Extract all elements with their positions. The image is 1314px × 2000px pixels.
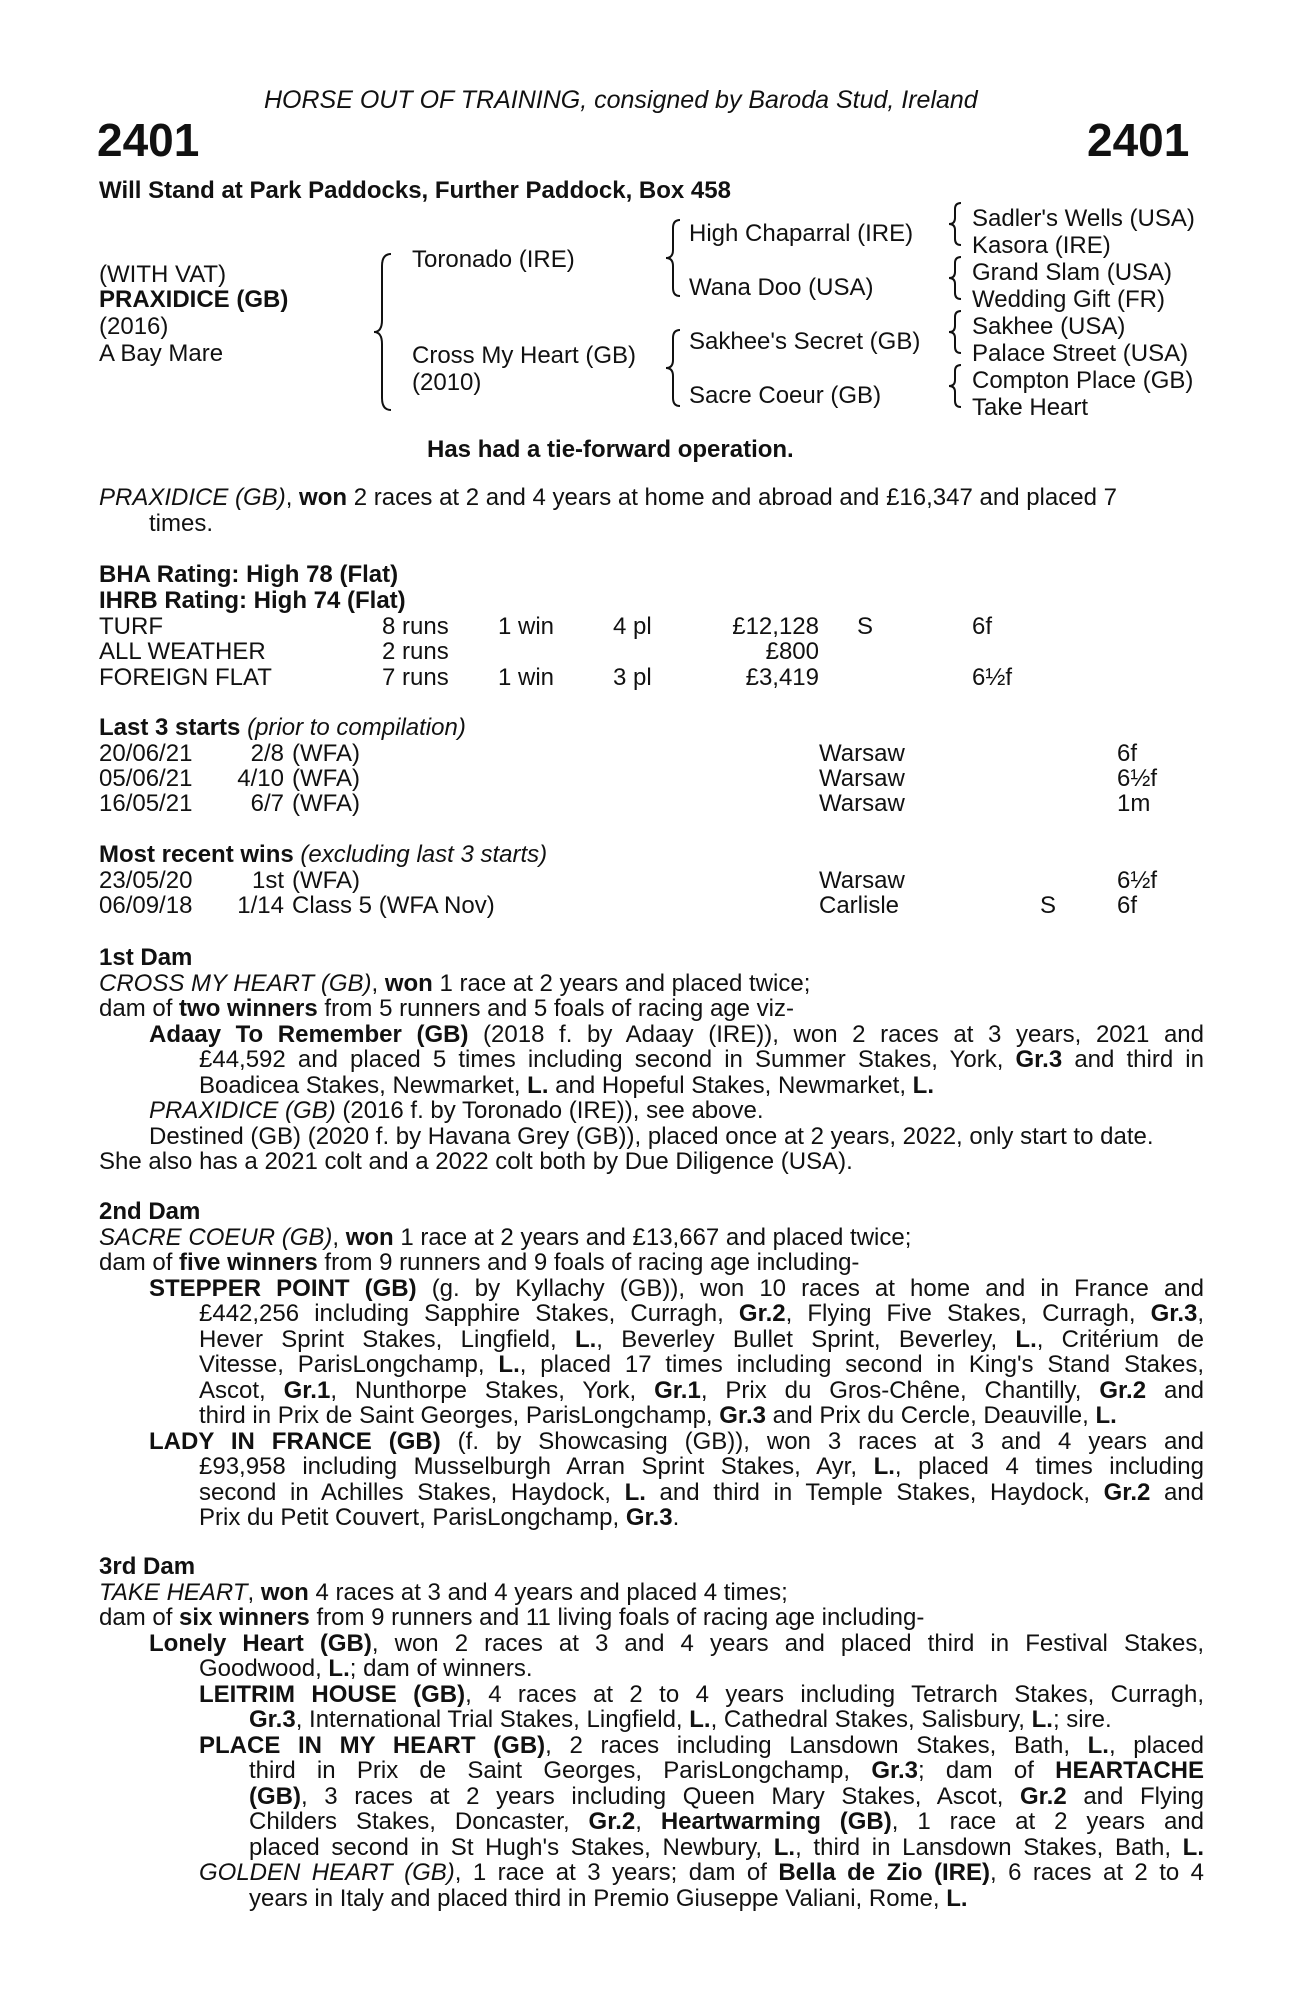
prize: £12,128 — [732, 613, 819, 640]
horse-description: A Bay Mare — [99, 340, 224, 367]
distance: 6f — [1117, 740, 1138, 767]
vat-note: (WITH VAT) — [99, 261, 227, 288]
lot-number-left: 2401 — [97, 114, 200, 166]
last3-row — [99, 790, 1204, 816]
g-brace-1 — [947, 201, 963, 247]
last3-heading: Last 3 starts (prior to compilation) — [99, 714, 466, 741]
horse-year: (2016) — [99, 313, 169, 340]
g-brace-4 — [947, 363, 963, 409]
ratings-row-turf — [99, 613, 1204, 639]
race: (WFA) — [292, 740, 360, 767]
runs: 2 runs — [382, 638, 449, 665]
course: Warsaw — [819, 790, 905, 817]
ratings-row-aw — [99, 638, 1204, 664]
placed: 4 pl — [613, 613, 652, 640]
grandsire-3: Grand Slam (USA) — [972, 259, 1173, 286]
g-brace-2 — [947, 255, 963, 301]
race: (WFA) — [292, 867, 360, 894]
summary-line2: times. — [149, 509, 214, 537]
position: 2/8 — [250, 740, 284, 767]
wins: 1 win — [498, 664, 555, 691]
wins: 1 win — [498, 613, 555, 640]
distance: 6f — [972, 613, 993, 640]
grandsire-4: Wedding Gift (FR) — [972, 286, 1165, 313]
grandsire-1: Sadler's Wells (USA) — [972, 205, 1195, 232]
date: 23/05/20 — [99, 867, 193, 894]
last3-row — [99, 765, 1204, 791]
position: 6/7 — [250, 790, 284, 817]
recent-wins-heading: Most recent wins (excluding last 3 starts) — [99, 841, 548, 868]
operation-note: Has had a tie-forward operation. — [427, 436, 794, 463]
runs: 7 runs — [382, 664, 449, 691]
position: 1st — [251, 867, 284, 894]
surface: FOREIGN FLAT — [99, 664, 272, 691]
summary-line1: 2 races at 2 and 4 years at home and abroad and £16,347 and placed 7 — [347, 484, 1117, 511]
date: 05/06/21 — [99, 765, 193, 792]
distance: 6½f — [972, 664, 1013, 691]
surface: TURF — [99, 613, 163, 640]
pedigree-brace-main — [371, 252, 393, 412]
date: 06/09/18 — [99, 892, 193, 919]
second-dam-heading: 2nd Dam — [99, 1198, 201, 1225]
grandsire-5: Sakhee (USA) — [972, 313, 1126, 340]
going: S — [857, 613, 874, 640]
ratings-row-foreign — [99, 664, 1204, 690]
last3-row — [99, 740, 1204, 766]
position: 4/10 — [237, 765, 284, 792]
first-dam-heading: 1st Dam — [99, 944, 193, 971]
dam-dam: Sacre Coeur (GB) — [689, 382, 882, 409]
ihrb-rating: IHRB Rating: High 74 (Flat) — [99, 587, 406, 614]
distance: 6½f — [1117, 765, 1158, 792]
placed: 3 pl — [613, 664, 652, 691]
third-dam-section: 3rd Dam TAKE HEART, won 4 races at 3 and 4 years and placed 4 times; dam of six winners from 9 runners and 11 living foals of racing age including- Lonely Heart (GB), won 2 races at 3 and 4 years and placed third in Festival Stakes, Goodwood, L.; dam of winners. LEITRIM HOUSE (GB), 4 races at 2 to 4 years including Tetrarch Stakes, Curragh, Gr.3, International Trial Stakes, Lingfield, L., Cathedral Stakes, Salisbury, L.; sire. PLACE IN MY HEART (GB), 2 races including Lansdown Stakes, Bath, L., placed third in Prix de Saint Georges, ParisLongchamp, Gr.3; dam of HEARTACHE (GB), 3 races at 2 years including Queen Mary Stakes, Ascot, Gr.2 and Flying Childers Stakes, Doncaster, Gr.2, Heartwarming (GB), 1 race at 2 years and placed second in St Hugh's Stakes, Newbury, L., third in Lansdown Stakes, Bath, L. GOLDEN HEART (GB), 1 race at 3 years; dam of Bella de Zio (IRE), 6 races at 2 to 4 years in Italy and placed third in Premio Giuseppe Valiani, Rome, L. — [99, 1553, 1205, 1912]
prize: £3,419 — [745, 664, 819, 691]
dam-sire: Sakhee's Secret (GB) — [689, 328, 921, 355]
horse-name: PRAXIDICE (GB) — [99, 286, 289, 313]
surface: ALL WEATHER — [99, 638, 266, 665]
second-dam-section: 2nd Dam SACRE COEUR (GB), won 1 race at 2 years and £13,667 and placed twice; dam of five winners from 9 runners and 9 foals of racing age including- STEPPER POINT (GB) (g. by Kyllachy (GB)), won 10 races at home and in France and £442,256 including Sapphire Stakes, Curragh, Gr.2, Flying Five Stakes, Curragh, Gr.3, Hever Sprint Stakes, Lingfield, L., Beverley Bullet Sprint, Beverley, L., Critérium de Vitesse, ParisLongchamp, L., placed 17 times including second in King's Stand Stakes, Ascot, Gr.1, Nunthorpe Stakes, York, Gr.1, Prix du Gros-Chêne, Chantilly, Gr.2 and third in Prix de Saint Georges, ParisLongchamp, Gr.3 and Prix du Cercle, Deauville, L. LADY IN FRANCE (GB) (f. by Showcasing (GB)), won 3 races at 3 and 4 years and £93,958 including Musselburgh Arran Sprint Stakes, Ayr, L., placed 4 times including second in Achilles Stakes, Haydock, L. and third in Temple Stakes, Haydock, Gr.2 and Prix du Petit Couvert, ParisLongchamp, Gr.3. — [99, 1198, 1205, 1531]
recent-win-row — [99, 867, 1204, 893]
position: 1/14 — [237, 892, 284, 919]
race: (WFA) — [292, 790, 360, 817]
grandsire-8: Take Heart — [972, 394, 1089, 421]
third-dam-heading: 3rd Dam — [99, 1553, 196, 1580]
sire-brace — [664, 218, 682, 298]
distance: 6f — [1117, 892, 1138, 919]
grandsire-6: Palace Street (USA) — [972, 340, 1189, 367]
consignment-line: HORSE OUT OF TRAINING, consigned by Baroda Stud, Ireland — [264, 86, 978, 114]
distance: 6½f — [1117, 867, 1158, 894]
summary-name: PRAXIDICE (GB) — [99, 484, 286, 511]
course: Warsaw — [819, 765, 905, 792]
dam-year: (2010) — [412, 369, 482, 396]
summary-won: won — [299, 484, 348, 511]
first-dam-section: 1st Dam CROSS MY HEART (GB), won 1 race at 2 years and placed twice; dam of two winners from 5 runners and 5 foals of racing age viz- Adaay To Remember (GB) (2018 f. by Adaay (IRE)), won 2 races at 3 years, 2021 and £44,592 and placed 5 times including second in Summer Stakes, York, Gr.3 and third in Boadicea Stakes, Newmarket, L. and Hopeful Stakes, Newmarket, L. PRAXIDICE (GB) (2016 f. by Toronado (IRE)), see above. Destined (GB) (2020 f. by Havana Grey (GB)), placed once at 2 years, 2022, only start to date. She also has a 2021 colt and a 2022 colt both by Due Diligence (USA). — [99, 944, 1204, 1175]
course: Carlisle — [819, 892, 900, 919]
lot-number-right: 2401 — [1087, 114, 1190, 166]
race: (WFA) — [292, 765, 360, 792]
grandsire-7: Compton Place (GB) — [972, 367, 1194, 394]
bha-rating: BHA Rating: High 78 (Flat) — [99, 561, 399, 588]
runs: 8 runs — [382, 613, 449, 640]
stand-location: Will Stand at Park Paddocks, Further Paddock, Box 458 — [99, 177, 731, 204]
date: 16/05/21 — [99, 790, 193, 817]
prize: £800 — [765, 638, 819, 665]
sire-name: Toronado (IRE) — [412, 246, 575, 273]
recent-win-row — [99, 892, 1204, 918]
g-brace-3 — [947, 309, 963, 355]
race-summary: PRAXIDICE (GB), won 2 races at 2 and 4 years at home and abroad and £16,347 and placed 7 times. — [99, 485, 1204, 536]
going: S — [1040, 892, 1057, 919]
date: 20/06/21 — [99, 740, 193, 767]
distance: 1m — [1117, 790, 1151, 817]
sire-dam: Wana Doo (USA) — [689, 274, 874, 301]
race: Class 5 (WFA Nov) — [292, 892, 495, 919]
course: Warsaw — [819, 740, 905, 767]
dam-name: Cross My Heart (GB) — [412, 342, 637, 369]
grandsire-2: Kasora (IRE) — [972, 232, 1111, 259]
sire-sire: High Chaparral (IRE) — [689, 220, 914, 247]
dam-brace — [664, 328, 682, 408]
course: Warsaw — [819, 867, 905, 894]
